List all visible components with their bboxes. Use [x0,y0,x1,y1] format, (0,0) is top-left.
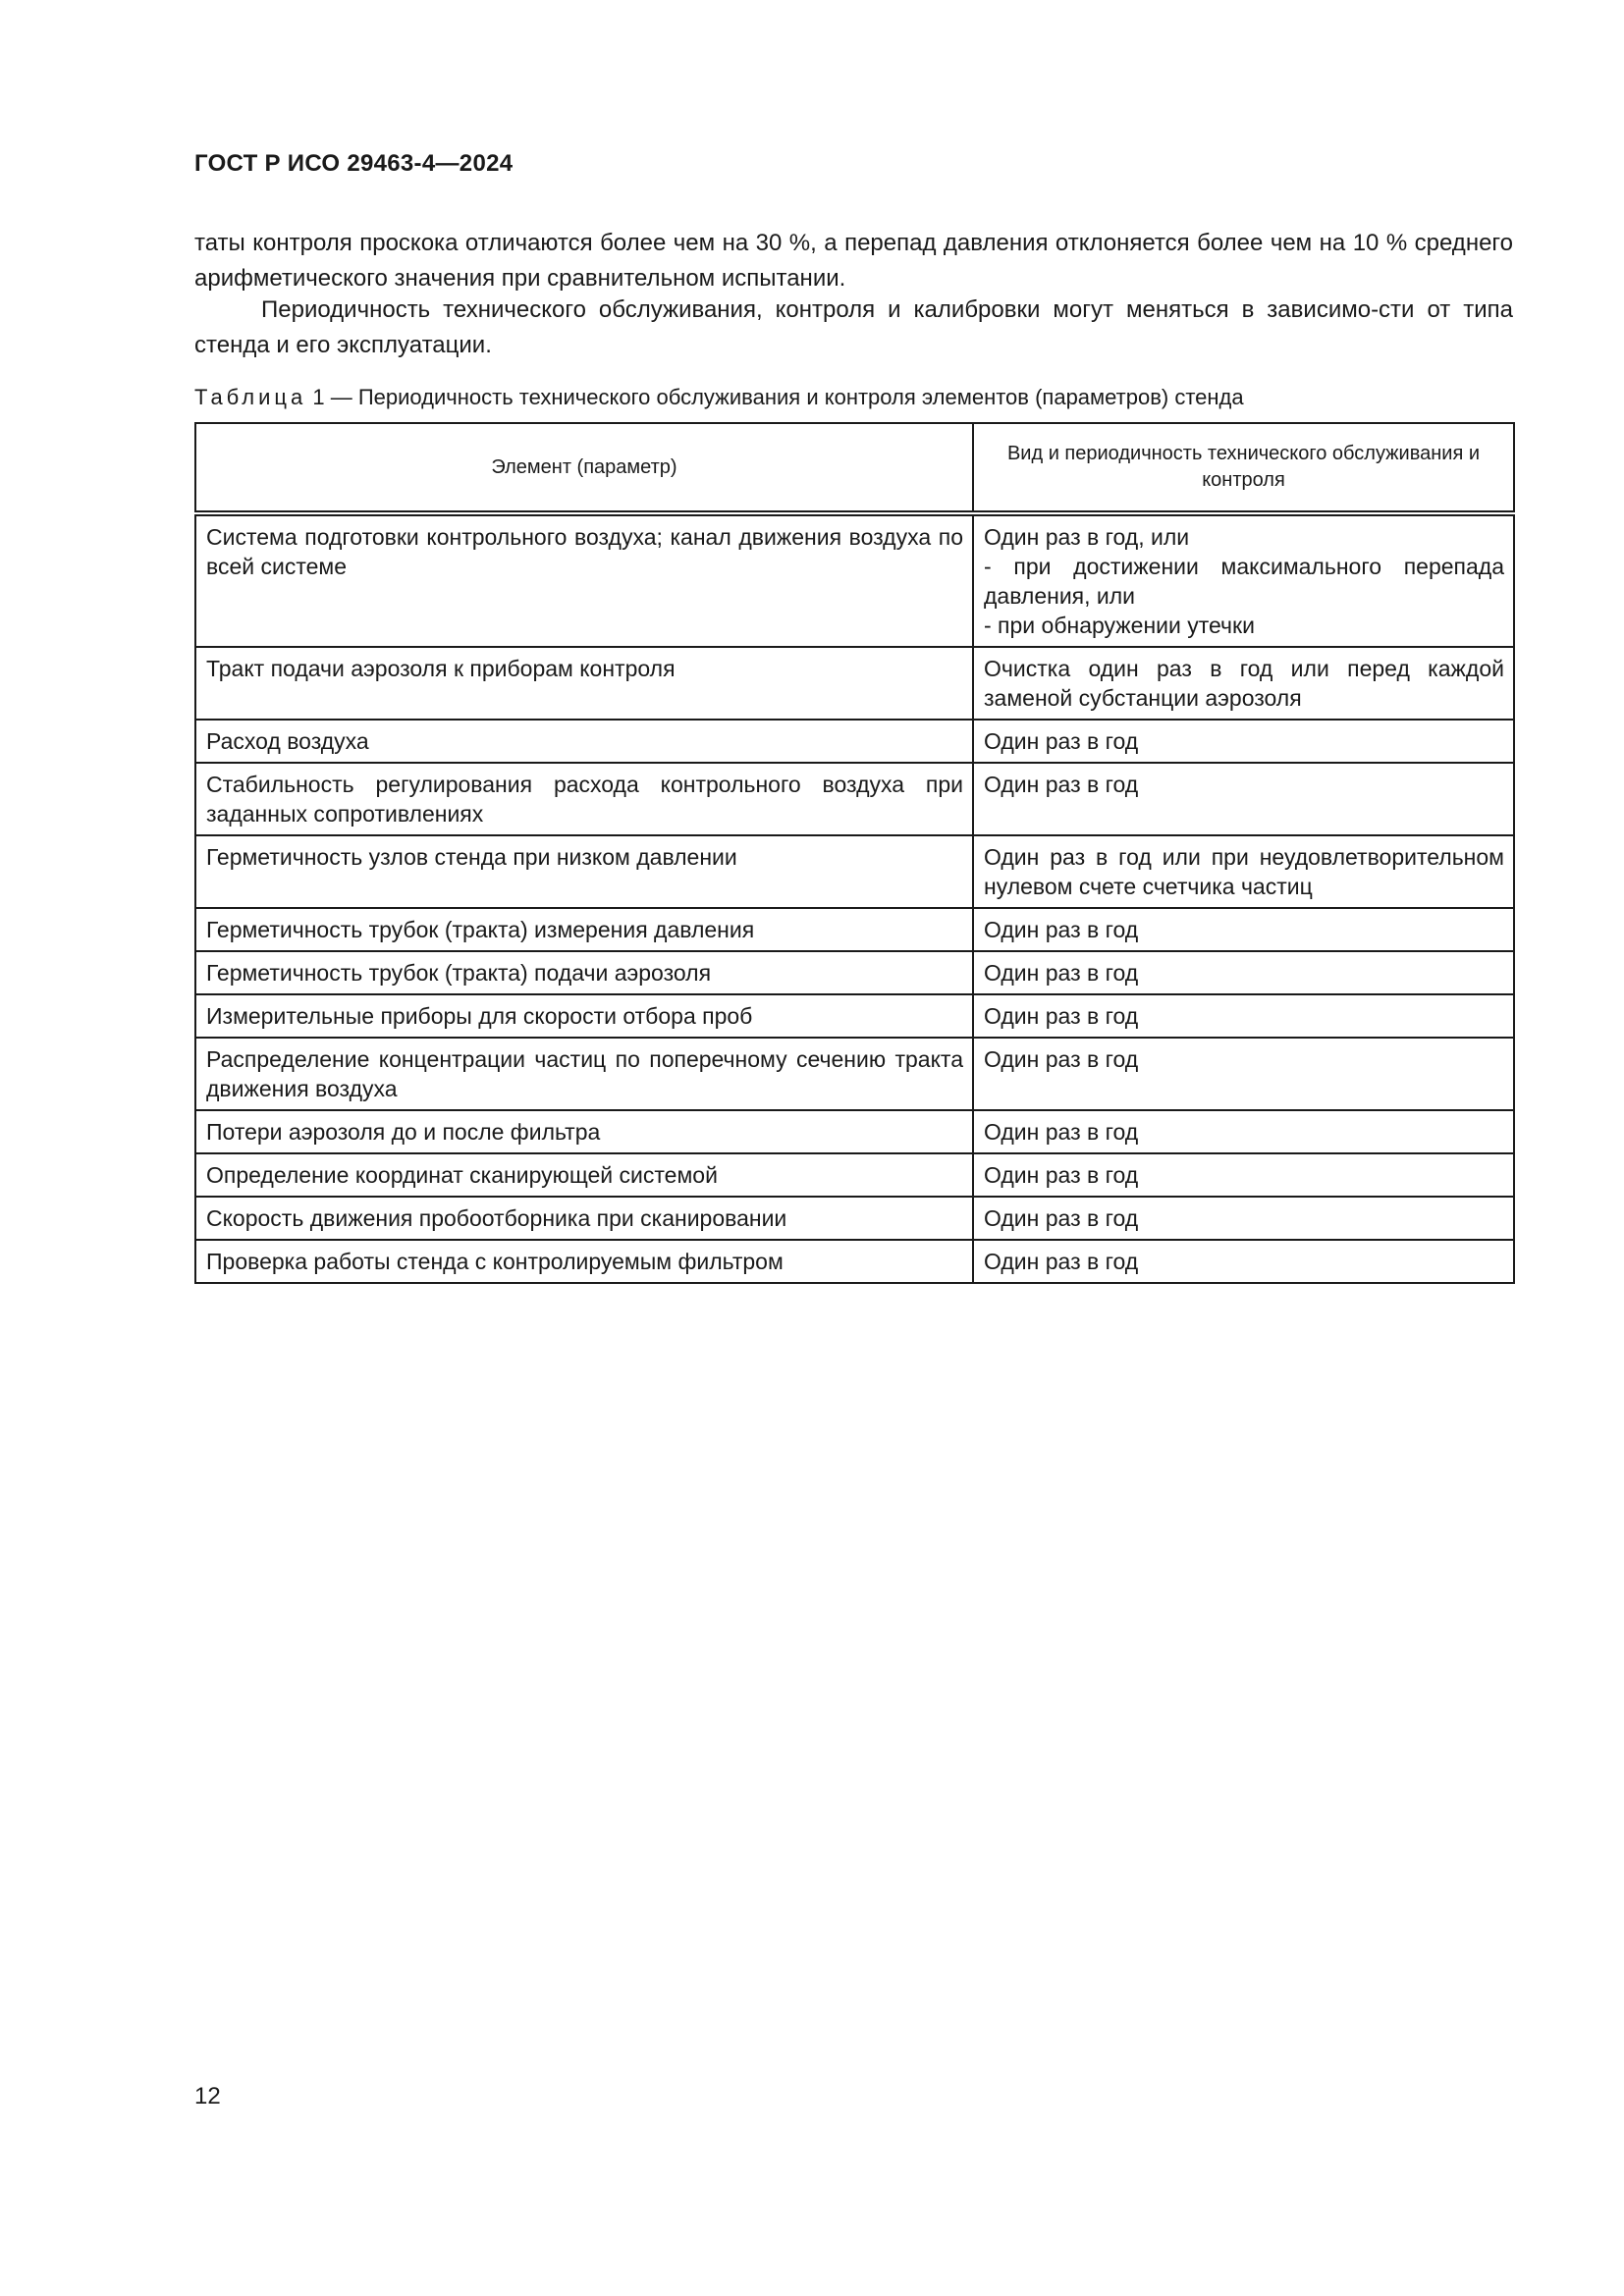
maintenance-table [194,422,1515,1284]
table-cell-element: Система подготовки контрольного воздуха; канал движения воздуха по всей системе [195,513,973,647]
period-line: Один раз в год [984,728,1139,754]
table-header-period: Вид и периодичность технического обслуживания и контроля [973,423,1514,513]
table-row [195,720,1514,763]
table-cell-period [973,647,1514,720]
table-header-row [195,423,1514,513]
table-row [195,994,1514,1038]
table-row [195,1153,1514,1197]
table-row [195,647,1514,720]
table-row [195,513,1514,647]
period-line: Один раз в год [984,917,1139,942]
period-line: Один раз в год [984,1249,1139,1274]
table-caption [194,383,1244,412]
period-line: Очистка один раз в год или перед каждой заменой субстанции аэрозоля [984,656,1504,711]
table-cell-element: Тракт подачи аэрозоля к приборам контроля [195,647,973,720]
table-cell-element: Герметичность трубок (тракта) измерения давления [195,908,973,951]
table-row [195,908,1514,951]
table-cell-element: Проверка работы стенда с контролируемым фильтром [195,1240,973,1283]
period-line: Один раз в год [984,960,1139,986]
table-cell-period [973,1110,1514,1153]
table-row [195,835,1514,908]
document-header: ГОСТ Р ИСО 29463-4—2024 [194,150,514,177]
body-paragraph-1: таты контроля проскока отличаются более чем на 30 %, а перепад давления отклоняется более чем на 10 % среднего арифметического значения при сравнительном испытании. [194,230,1513,292]
table-row [195,1197,1514,1240]
table-cell-period [973,994,1514,1038]
table-cell-period [973,720,1514,763]
period-line: Один раз в год, или [984,524,1190,550]
table-cell-period [973,1240,1514,1283]
table-cell-period [973,1038,1514,1110]
table-cell-element: Потери аэрозоля до и после фильтра [195,1110,973,1153]
table-caption-text: 1 — Периодичность технического обслуживания и контроля элементов (параметров) стенда [306,385,1244,409]
table-cell-period [973,513,1514,647]
period-line: - при обнаружении утечки [984,613,1255,638]
table-caption-label: Таблица [194,385,307,409]
table-cell-period [973,908,1514,951]
table-cell-element: Герметичность трубок (тракта) подачи аэрозоля [195,951,973,994]
table-cell-element: Скорость движения пробоотборника при сканировании [195,1197,973,1240]
body-paragraph-2: Периодичность технического обслуживания, контроля и калибровки могут меняться в зависимо-сти от типа стенда и его эксплуатации. [194,296,1513,358]
table-cell-element: Измерительные приборы для скорости отбора проб [195,994,973,1038]
table-row [195,1038,1514,1110]
period-line: Один раз в год [984,772,1139,797]
period-line: Один раз в год или при неудовлетворительном нулевом счете счетчика частиц [984,844,1504,899]
table-cell-element: Определение координат сканирующей системой [195,1153,973,1197]
table-cell-element: Распределение концентрации частиц по поперечному сечению тракта движения воздуха [195,1038,973,1110]
table-row [195,1110,1514,1153]
table-cell-period [973,1153,1514,1197]
table-cell-period [973,951,1514,994]
table-row [195,763,1514,835]
table-header-element: Элемент (параметр) [195,423,973,513]
table-cell-period [973,835,1514,908]
period-line: Один раз в год [984,1003,1139,1029]
table-row [195,951,1514,994]
table-cell-period [973,763,1514,835]
period-line: - при достижении максимального перепада давления, или [984,554,1504,609]
page-number: 12 [194,2083,221,2109]
period-line: Один раз в год [984,1046,1139,1072]
table-cell-element: Герметичность узлов стенда при низком давлении [195,835,973,908]
period-line: Один раз в год [984,1162,1139,1188]
table-cell-element: Расход воздуха [195,720,973,763]
table-cell-element: Стабильность регулирования расхода контрольного воздуха при заданных сопротивлениях [195,763,973,835]
table-cell-period [973,1197,1514,1240]
table-row [195,1240,1514,1283]
period-line: Один раз в год [984,1205,1139,1231]
period-line: Один раз в год [984,1119,1139,1145]
